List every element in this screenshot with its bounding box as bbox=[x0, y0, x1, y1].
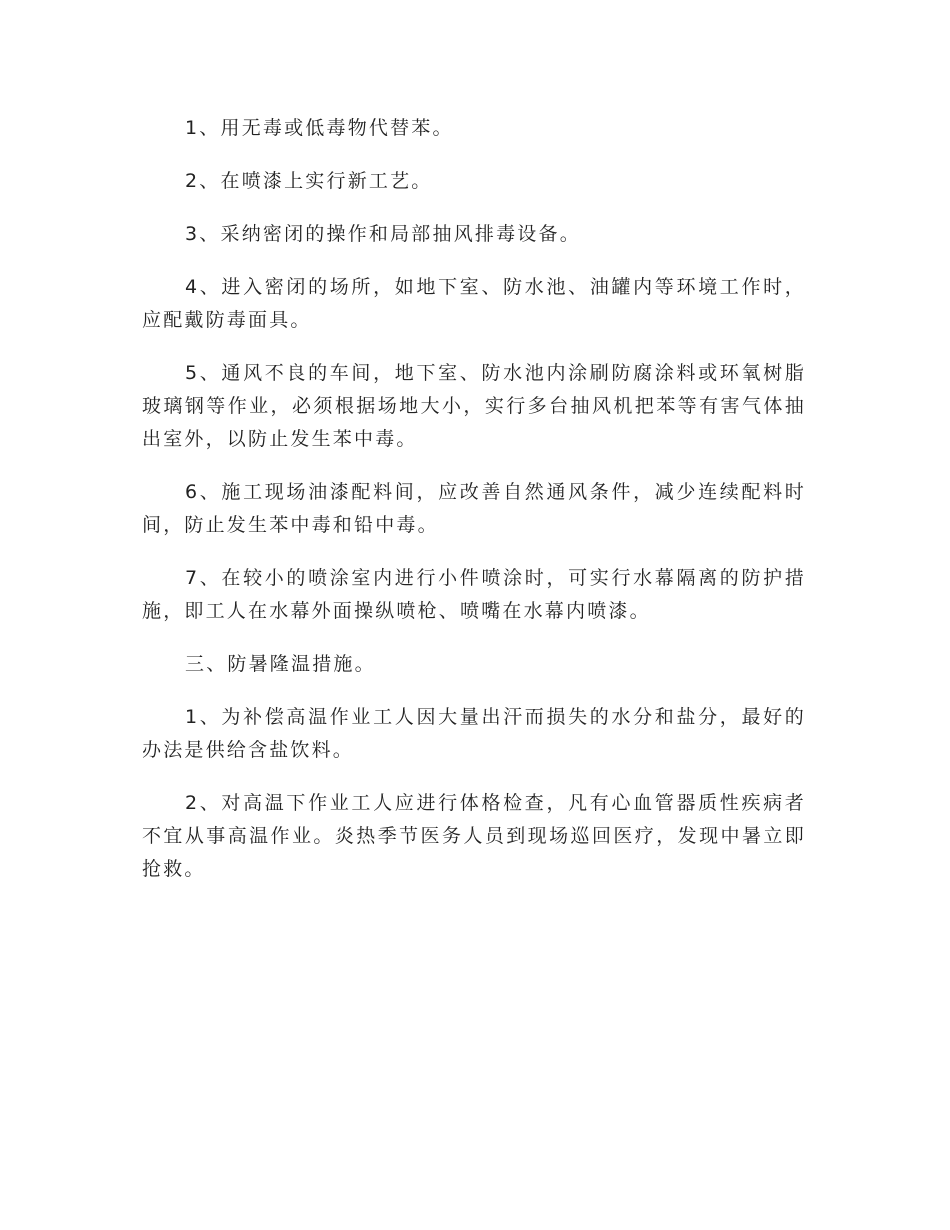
paragraph-1: 1、用无毒或低毒物代替苯。 bbox=[185, 117, 454, 139]
paragraph-2: 2、在喷漆上实行新工艺。 bbox=[185, 170, 433, 192]
paragraph-5: 5、通风不良的车间，地下室、防水池内涂刷防腐涂料或环氧树脂玻璃钢等作业，必须根据场地大小，实行多台抽风机把苯等有害气体抽出室外，以防止发生苯中毒。 bbox=[142, 362, 806, 450]
paragraph-6: 6、施工现场油漆配料间，应改善自然通风条件，减少连续配料时间，防止发生苯中毒和铅中毒。 bbox=[142, 481, 806, 536]
section-heading: 三、防暑隆温措施。 bbox=[185, 653, 376, 675]
paragraph-7: 7、在较小的喷涂室内进行小件喷涂时，可实行水幕隔离的防护措施，即工人在水幕外面操纵喷枪、喷嘴在水幕内喷漆。 bbox=[142, 567, 806, 622]
paragraph-8: 1、为补偿高温作业工人因大量出汗而损失的水分和盐分，最好的办法是供给含盐饮料。 bbox=[142, 706, 806, 761]
paragraph-4: 4、进入密闭的场所，如地下室、防水池、油罐内等环境工作时，应配戴防毒面具。 bbox=[142, 276, 806, 331]
paragraph-3: 3、采纳密闭的操作和局部抽风排毒设备。 bbox=[185, 223, 581, 245]
paragraph-9: 2、对高温下作业工人应进行体格检查，凡有心血管器质性疾病者不宜从事高温作业。炎热季节医务人员到现场巡回医疗，发现中暑立即抢救。 bbox=[142, 792, 806, 880]
